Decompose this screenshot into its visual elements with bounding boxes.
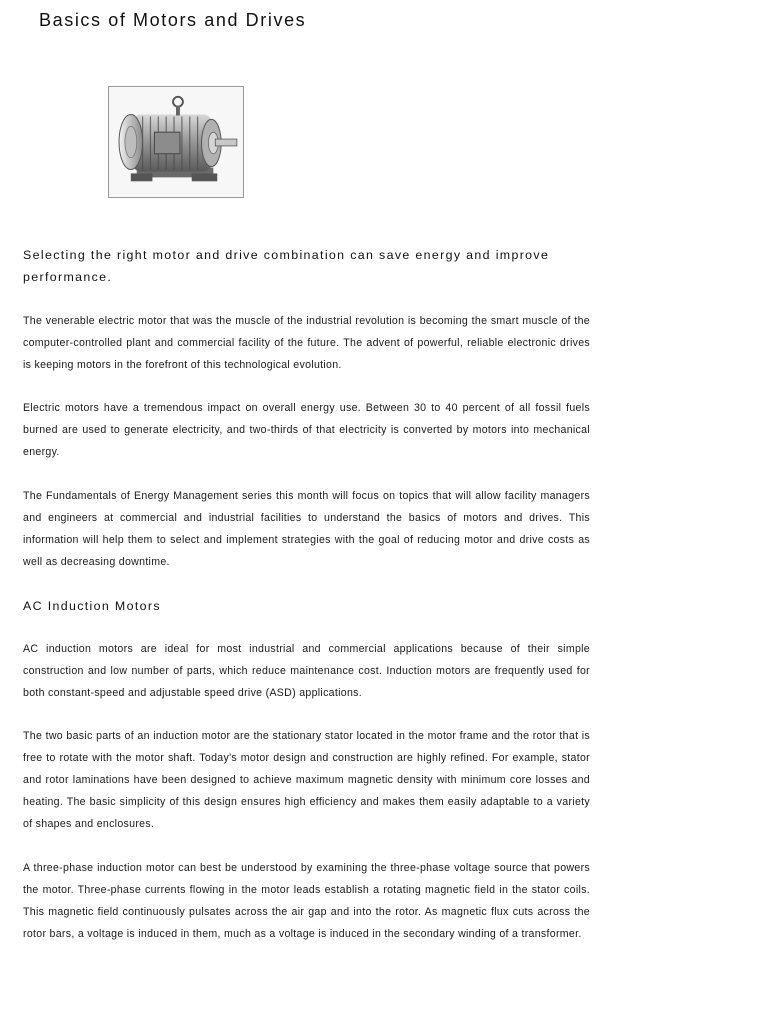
motor-image [108,86,244,198]
electric-motor-photo-icon [109,87,243,197]
section-paragraph-1: AC induction motors are ideal for most industrial and commercial applications because of their simple construction and low number of parts, which reduce maintenance cost. Induction motors are frequently used for both constant-speed and adjustable speed drive (ASD) applications. [23,643,590,699]
section-paragraph-3: A three-phase induction motor can best be understood by examining the three-phase voltage source that powers the motor. Three-phase currents flowing in the motor leads establish a rotating magnetic field in the stator coils. This magnetic field continuously pulsates across the air gap and into the rotor. As magnetic flux cuts across the rotor bars, a voltage is induced in them, much as a voltage is induced in the secondary winding of a transformer. [23,862,590,940]
section-heading: AC Induction Motors [23,599,161,613]
paragraph-3: The Fundamentals of Energy Management series this month will focus on topics that will allow facility managers and engineers at commercial and industrial facilities to understand the basics of motors and drives. This information will help them to select and implement strategies with the goal of reducing motor and drive costs as well as decreasing downtime. [23,490,590,568]
paragraph-2: Electric motors have a tremendous impact on overall energy use. Between 30 to 40 percent of all fossil fuels burned are used to generate electricity, and two-thirds of that electricity is converted by motors into mechanical energy. [23,402,590,458]
page-title: Basics of Motors and Drives [39,10,307,30]
section-paragraph-2: The two basic parts of an induction motor are the stationary stator located in the motor frame and the rotor that is free to rotate with the motor shaft. Today's motor design and construction are highly refined. For example, stator and rotor laminations have been designed to achieve maximum magnetic density with minimum core losses and heating. The basic simplicity of this design ensures high efficiency and makes them easily adaptable to a variety of shapes and enclosures. [23,730,590,830]
intro-subheading: Selecting the right motor and drive combination can save energy and improve performance. [23,248,550,284]
paragraph-1: The venerable electric motor that was the muscle of the industrial revolution is becoming the smart muscle of the computer-controlled plant and commercial facility of the future. The advent of powerful, reliable electronic drives is keeping motors in the forefront of this technological evolution. [23,315,590,371]
